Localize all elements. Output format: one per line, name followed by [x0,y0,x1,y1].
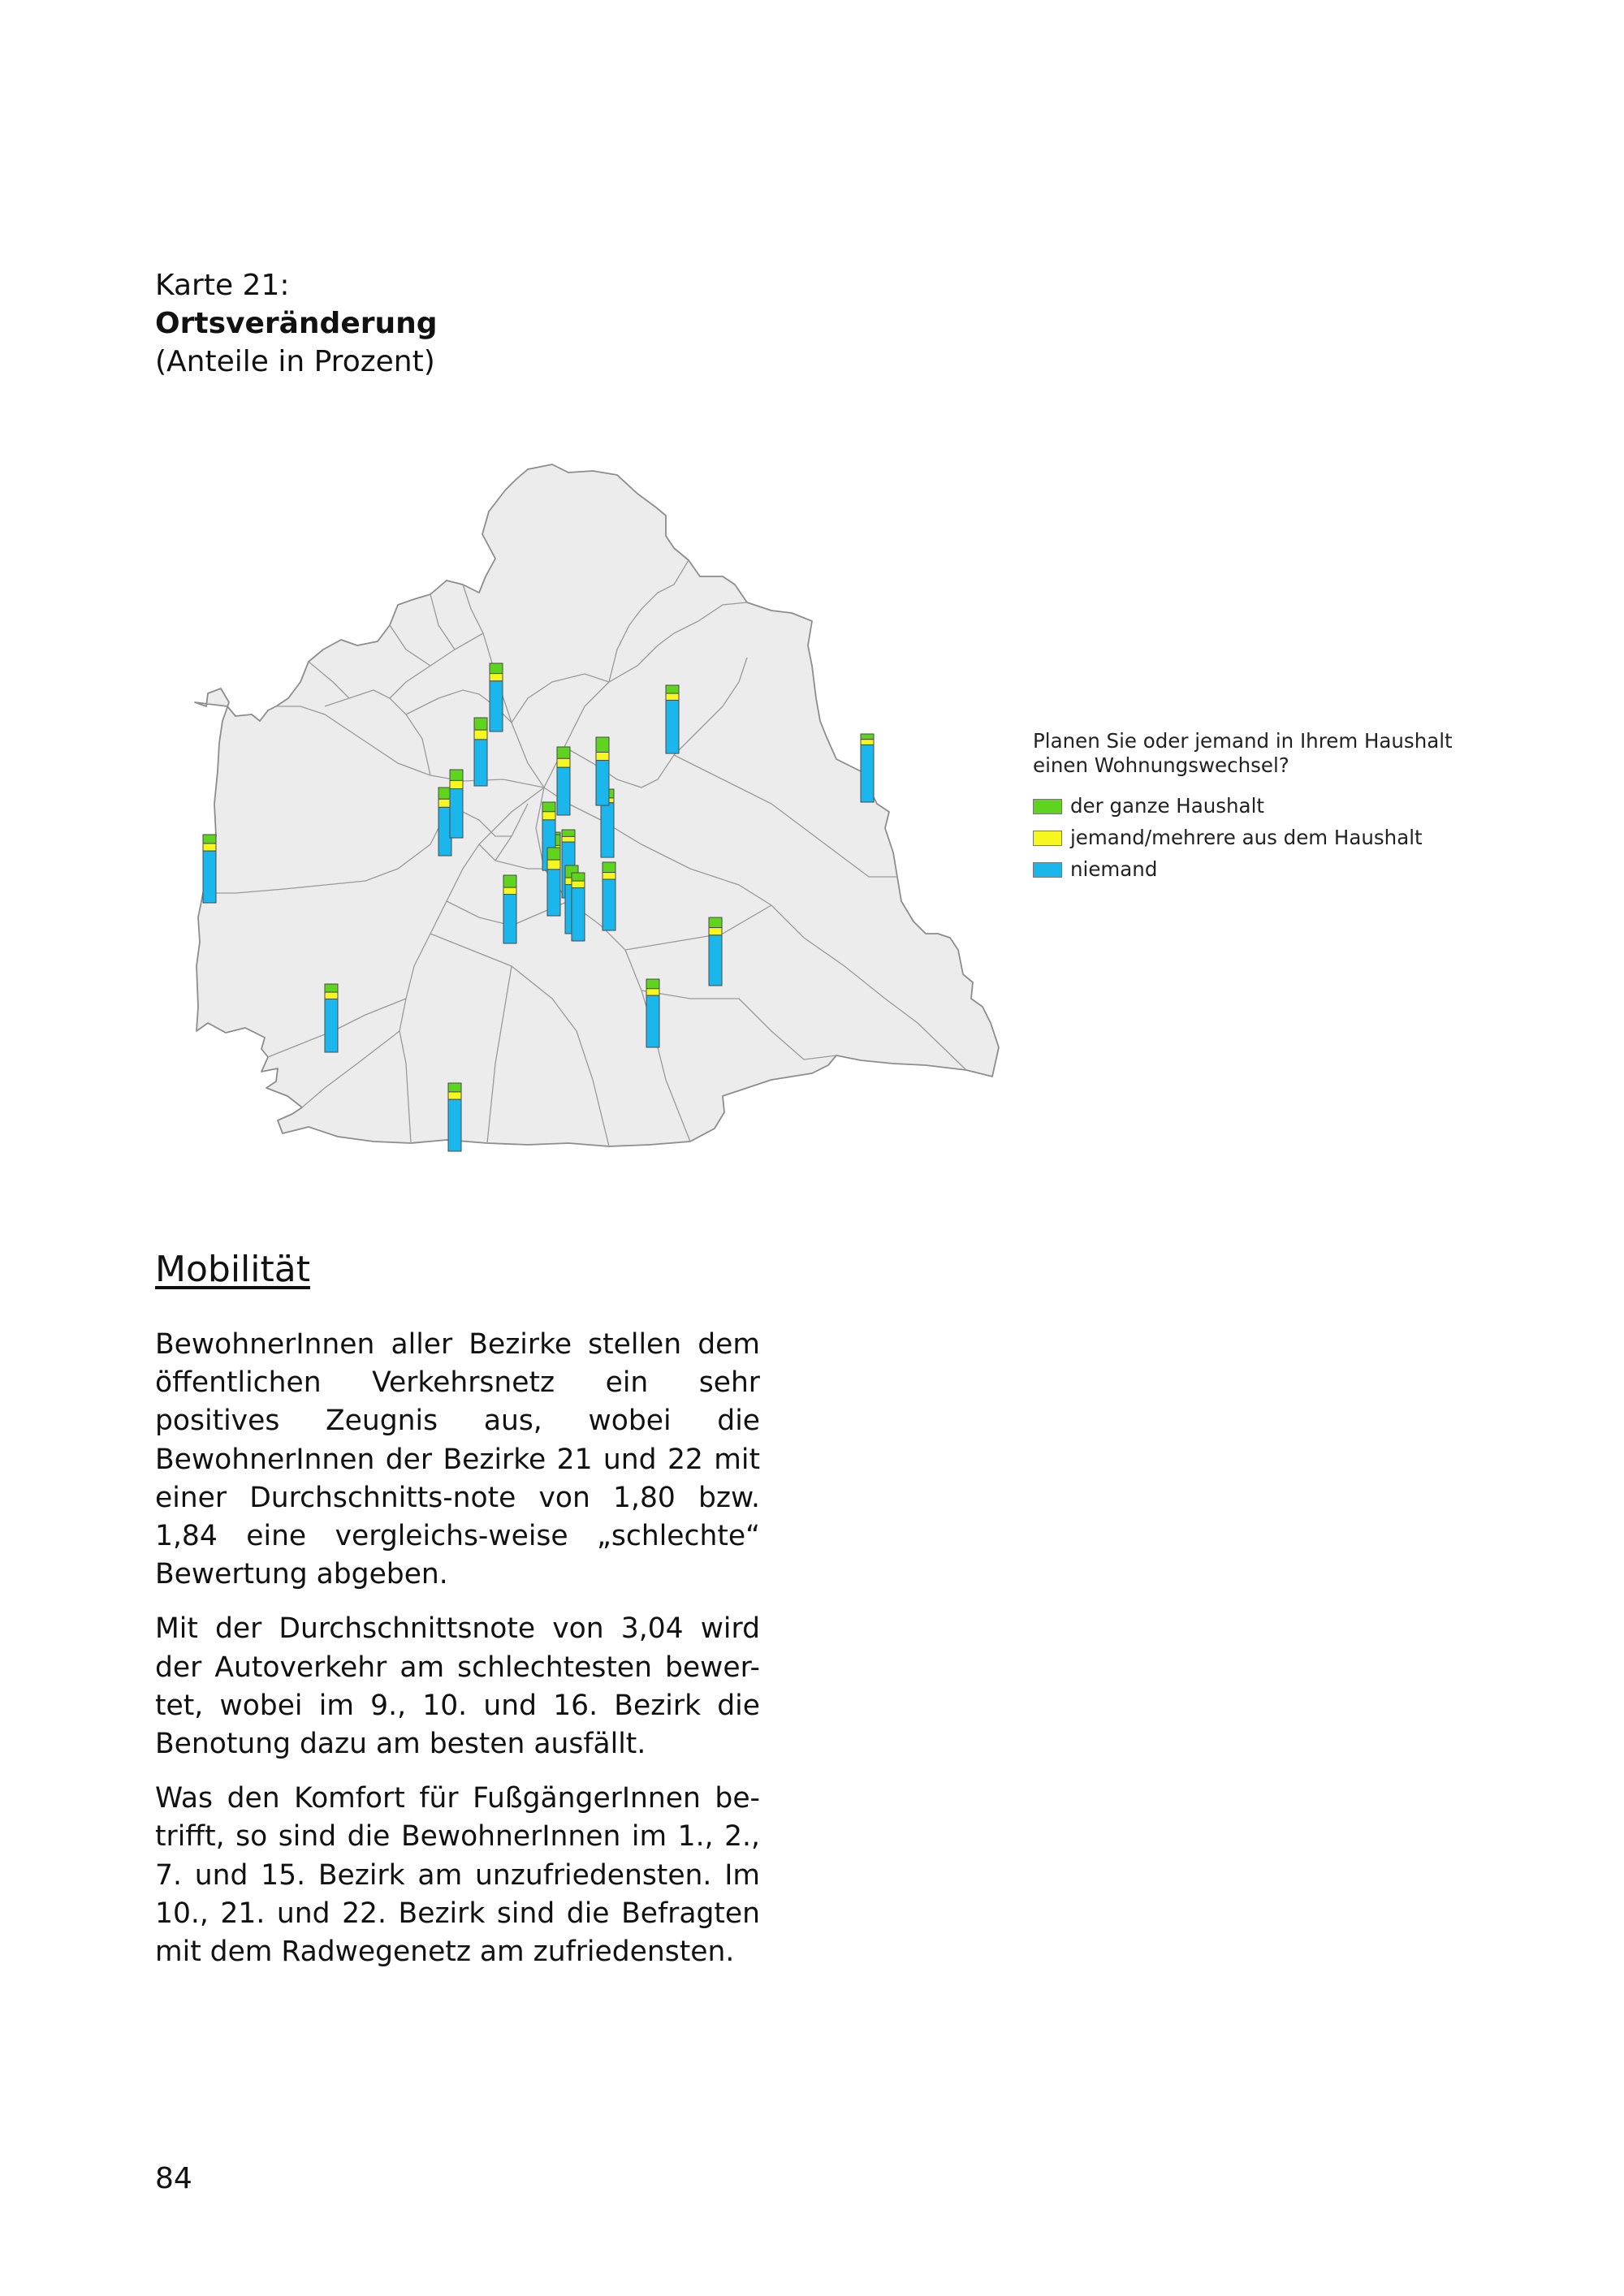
district-13-segment-1 [325,992,338,999]
district-bar-10 [646,979,659,1047]
district-19-segment-1 [490,674,503,681]
district-23-segment-0 [448,1083,461,1092]
district-15-segment-1 [547,860,560,870]
legend-label-whole-household: der ganze Haushalt [1070,794,1264,818]
district-14-segment-2 [203,851,216,903]
district-bar-14 [203,835,216,903]
district-5-segment-0 [572,873,585,881]
district-bar-5 [572,873,585,941]
page-number: 84 [155,2162,192,2195]
district-bar-11 [709,917,722,986]
caption-label: Karte 21: [155,269,290,302]
legend-label-nobody: niemand [1070,857,1158,881]
district-bar-23 [448,1083,461,1151]
district-23-segment-1 [448,1092,461,1099]
district-17-segment-0 [474,718,487,730]
vienna-district-map [187,463,1088,1177]
caption-title: Ortsveränderung [155,307,438,340]
district-12-segment-2 [503,895,516,943]
district-5-segment-1 [572,881,585,887]
district-bar-18 [450,770,463,838]
district-21-segment-2 [666,700,679,753]
district-15-segment-2 [547,870,560,916]
district-bar-9 [557,747,570,815]
district-20-segment-2 [596,761,609,805]
legend-item-whole-household [1033,794,1488,818]
district-bar-13 [325,984,338,1052]
section-body [155,1326,760,1987]
district-bar-15 [547,848,560,916]
district-bar-17 [474,718,487,786]
map-caption [155,266,438,381]
district-23-segment-2 [448,1099,461,1151]
district-bar-22 [861,734,874,802]
map-legend [1033,729,1488,889]
district-19-segment-0 [490,663,503,674]
paragraph-2: Mit der Durchschnittsnote von 3,04 wird der Autoverkehr am schlechtesten bewer-tet, wobei im 9., 10. und 16. Bezirk die Benotung dazu am besten ausfällt. [155,1612,760,1761]
district-15-segment-0 [547,848,560,860]
district-10-segment-0 [646,979,659,989]
section-heading-mobilitaet: Mobilität [155,1249,310,1290]
district-8-segment-0 [542,802,555,812]
district-17-segment-2 [474,740,487,786]
district-5-segment-2 [572,887,585,941]
legend-question: Planen Sie oder jemand in Ihrem Haushalt einen Wohnungswechsel? [1033,729,1453,777]
legend-label-some-members: jemand/mehrere aus dem Haushalt [1070,826,1423,849]
district-14-segment-0 [203,835,216,844]
district-13-segment-0 [325,984,338,992]
district-1-segment-1 [562,836,575,842]
caption-subtitle: (Anteile in Prozent) [155,345,435,378]
district-12-segment-0 [503,875,516,887]
district-18-segment-2 [450,789,463,838]
legend-swatch-green [1033,799,1062,814]
legend-item-nobody [1033,857,1488,882]
district-11-segment-1 [709,928,722,935]
district-8-segment-1 [542,812,555,820]
district-bar-21 [666,685,679,753]
district-20-segment-0 [596,737,609,752]
district-11-segment-0 [709,917,722,928]
legend-swatch-yellow [1033,831,1062,846]
district-18-segment-0 [450,770,463,780]
district-17-segment-1 [474,730,487,740]
legend-item-some-members [1033,826,1488,850]
district-3-segment-0 [603,862,615,873]
paragraph-1: BewohnerInnen aller Bezirke stellen dem öffentlichen Verkehrsnetz ein sehr positives Zeugnis aus, wobei die BewohnerInnen der Bezirke 21 und 22 mit einer Durchschnitts-note von 1,80 bzw. 1,84 eine vergleichs-weise „schlechte“ Bewertung abgeben. [155,1328,760,1591]
legend-swatch-blue [1033,862,1062,878]
district-21-segment-0 [666,685,679,693]
district-21-segment-1 [666,693,679,700]
district-bar-12 [503,875,516,943]
district-22-segment-0 [861,734,874,740]
district-3-segment-1 [603,873,615,879]
district-1-segment-0 [562,830,575,836]
district-bar-3 [603,862,615,930]
district-12-segment-1 [503,887,516,894]
district-20-segment-1 [596,752,609,760]
district-3-segment-2 [603,879,615,930]
district-2-segment-2 [601,803,614,857]
district-bar-19 [490,663,503,732]
district-19-segment-2 [490,681,503,732]
district-14-segment-1 [203,844,216,851]
district-11-segment-2 [709,935,722,986]
paragraph-3: Was den Komfort für FußgängerInnen be-trifft, so sind die BewohnerInnen im 1., 2., 7. und 15. Bezirk am unzufriedensten. Im 10., 21. und 22. Bezirk sind die Befragten mit dem Radwegenetz am zufriedensten. [155,1782,760,1969]
district-13-segment-2 [325,999,338,1052]
district-18-segment-1 [450,780,463,788]
district-9-segment-1 [557,758,570,767]
district-10-segment-2 [646,995,659,1047]
district-9-segment-0 [557,747,570,758]
district-22-segment-2 [861,744,874,802]
district-22-segment-1 [861,740,874,745]
district-10-segment-1 [646,989,659,995]
district-9-segment-2 [557,767,570,815]
district-bar-20 [596,737,609,805]
